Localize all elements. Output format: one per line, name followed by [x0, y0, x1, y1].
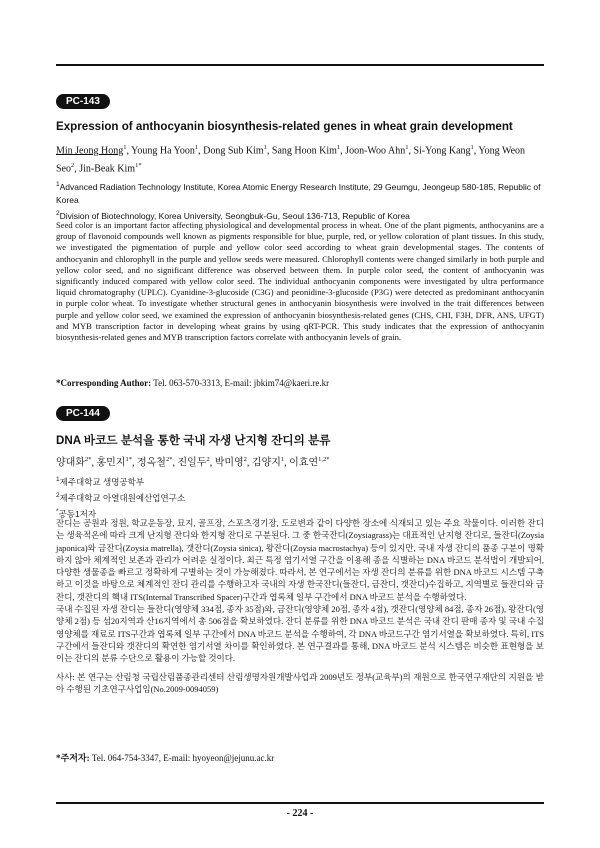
author-name: Young Ha Yoon: [131, 145, 195, 157]
affiliation-text: Advanced Radiation Technology Institute, Korea Atomic Energy Research Institute, 29 Geumgu, Jeongeup 580-185, Republic of Korea: [56, 181, 541, 205]
corresponding-author: [56, 377, 544, 389]
corresponding-author-contact: Tel. 064-754-3347, E-mail: hyoyeon@jejunu.ac.kr: [91, 753, 275, 763]
author-affiliation-mark: 1: [123, 144, 127, 151]
author-affiliation-mark: 2: [206, 456, 210, 463]
abstract-paragraph: 국내 수집된 자생 잔디는 들잔디(영양체 334점, 종자 35점)와, 금잔디(영양체 20점, 종자 4점), 갯잔디(영양체 84점, 종자 26점), 왕잔디(영양체 2점) 등 섬20지역과 산16지역에서 총 506점을 확보하였다. 잔디 분류를 위한 DNA 바코드 분석은 국내 잔디 판매 종자 및 국내 수집 영양체를 재료로 ITS구간과 엽록체 일부 구간에서 DNA 바코드 분석을 수행하여, 각 DNA 바코드구간 염기서열을 확보하였다. 특히, ITS 구간에서 들잔디와 갯잔디의 확연한 염기서열 차이를 확인하였다. 본 연구결과를 통해, DNA 바코드 분석 시스템은 비슷한 표현형을 보이는 잔디의 분류 수단으로 활용이 가능할 것이다.: [56, 604, 544, 664]
affiliation-text: 제주대학교 아열대원예산업연구소: [59, 492, 186, 503]
affiliation-text: 제주대학교 생명공학부: [59, 476, 145, 487]
bottom-rule: [56, 802, 544, 804]
author-list: 양대화$^{2*}$, 홍민지$^{1*}$, 정옥철$^{2*}$, 진일두$^2$, 박미영$^2$, 김양지$^1$, 이효연$^{1,2*}$: [56, 456, 330, 469]
author-name: Dong Sub Kim: [203, 145, 264, 157]
author-affiliation-mark: 2*: [84, 456, 92, 463]
abstract-body: [56, 220, 544, 343]
corresponding-author: [56, 752, 544, 764]
affiliation-text: Division of Biotechnology, Korea University, Seongbuk-Gu, Seoul 136-713, Republic of Korea: [59, 210, 410, 221]
author-name: Sang Hoon Kim: [271, 145, 337, 157]
affiliation-text: 공동1저자: [58, 508, 97, 519]
author-affiliation-mark: 1*: [135, 162, 142, 170]
author-name: Min Jeong Hong: [56, 145, 124, 157]
affiliation-list: [56, 178, 544, 223]
author-affiliation-mark: 1: [263, 144, 267, 151]
affiliation-mark: *: [56, 507, 59, 515]
author-name: Jin-Beak Kim: [79, 163, 136, 175]
author-affiliation-mark: 2: [71, 162, 75, 170]
author-name: 양대화: [56, 457, 85, 469]
author-name: 김양지: [251, 457, 281, 469]
abstract-id-badge: PC-143: [56, 94, 110, 109]
abstract-body: [56, 517, 544, 695]
affiliation-item: [56, 489, 544, 505]
author-affiliation-mark: 2: [243, 456, 247, 463]
corresponding-author-contact: Tel. 063-570-3313, E-mail: jbkim74@kaeri.re.kr: [153, 378, 330, 388]
author-affiliation-mark: 1: [280, 456, 285, 463]
author-list: Min Jeong Hong$^1$, Young Ha Yoon$^1$, Dong Sub Kim$^1$, Sang Hoon Kim$^1$, Joon-Woo Ahn$^1$, Si-Yong Kang$^1$, Yong Weon Seo$^2$, Jin-Beak Kim$^{1*}$: [56, 144, 526, 175]
abstract-title: Expression of anthocyanin biosynthesis-related genes in wheat grain development: [56, 120, 513, 133]
author-name: 이효연: [289, 457, 319, 469]
acknowledgement: 사사: 본 연구는 산림청 국립산림품종관리센터 산림생명자원개발사업과 2009년도 정부(교육부)의 재원으로 한국연구재단의 지원을 받아 수행된 기초연구사업임(No.2009-0094059): [56, 671, 544, 694]
affiliation-item: [56, 178, 544, 207]
abstract-title: DNA 바코드 분석을 통한 국내 자생 난지형 잔디의 분류: [56, 434, 331, 447]
page-number: - 224 -: [286, 808, 314, 819]
author-affiliation-mark: 1,2*: [318, 456, 330, 463]
author-affiliation-mark: 1: [194, 144, 199, 151]
author-name: Joon-Woo Ahn: [345, 145, 406, 157]
author-name: 박미영: [214, 457, 244, 469]
affiliation-mark: 1: [56, 181, 60, 188]
author-name: 진일두: [177, 457, 207, 469]
author-affiliation-mark: 1: [405, 144, 409, 151]
affiliation-mark: 1: [56, 476, 60, 483]
author-name: 홍민지: [96, 457, 126, 469]
author-affiliation-mark: 1*: [125, 456, 132, 463]
author-affiliation-mark: 1: [336, 144, 341, 151]
author-affiliation-mark: 2*: [165, 456, 173, 463]
author-name: 정옥철: [136, 457, 166, 469]
author-name: Yong Weon Seo: [56, 145, 526, 175]
corresponding-author-label: *Corresponding Author:: [56, 378, 152, 388]
affiliation-item: [56, 473, 544, 489]
abstract-paragraph: 잔디는 공원과 정원, 학교운동장, 묘지, 골프장, 스포츠경기장, 도로변과 같이 다양한 장소에 식재되고 있는 주요 작물이다. 이러한 잔디는 생육적온에 따라 크게 난지형 잔디와 한지형 잔디로 구분된다. 그 중 한국잔디(Zoysiagrass)는 대표적인 난지형 잔디로, 들잔디(Zoysia japonica)와 금잔디(Zoysia matrella), 갯잔디(Zoysia sinica), 왕잔디(Zoysia macrostachya) 등이 있지만, 국내 자생 잔디의 품종 구분이 명확하지 않아 체계적인 보존과 관리가 어려운 실정이다. 최근 특정 염기서열 구간을 이용해 종을 식별하는 DNA 바코드 분석법이 개발되어, 다양한 생물종을 빠르고 정확하게 구별하는 것이 가능해졌다. 따라서, 본 연구에서는 자생 잔디의 분류를 위한 DNA 바코드 시스템 구축하고 이것을 바탕으로 체계적인 잔디 관리를 수행하고자 국내의 자생 한국잔디(들잔디, 금잔디, 갯잔디)수집하고, 지역별로 들잔디와 금잔디, 갯잔디의 핵내 ITS(Internal Transcribed Spacer)구간과 엽록체 일부 구간에서 DNA 바코드 분석을 수행하였다.: [56, 518, 544, 602]
affiliation-mark: 2: [56, 209, 60, 217]
abstract-id-badge: PC-144: [56, 406, 110, 421]
author-affiliation-mark: 1: [470, 144, 474, 151]
top-rule: [56, 64, 544, 66]
corresponding-author-label: *주저자:: [56, 753, 90, 763]
abstract-paragraph: Seed color is an important factor affecting physiological and developmental process in wheat. One of the plant pigments, anthocyanins are a group of flavonoid compounds well known as pigments responsible for blue, purple, red, or yellow coloration of plant tissues. In this study, we investigated the pigmentation of purple and yellow color seed according to wheat grain developmental stages. The contents of anthocyanin and chlorophyll in the purple and yellow seeds were measured. Chlorophyll contents were changed similarly in both purple and yellow color seed, and no significant difference was observed between them. In purple color seed, the content of anthocyanin was significantly induced compared with yellow color seed. The individual anthocyanin components were investigated by ultra performance liquid chromatography (UPLC). Cyanidine-3-glucoside (C3G) and peonidine-3-glucoside (P3G) were detected as predominant anthocyanin in purple color wheat. To investigate whether structural genes in anthocyanin biosynthesis were involved in the trait differences between purple and yellow color seed, we examined the expression of anthocyanin biosynthesis-related genes (CHS, CHI, F3H, DFR, ANS, UFGT) and MYB transcription factor in developing wheat grains by using qRT-PCR. This study indicates that the expression of anthocyanin biosynthesis-related genes and MYB transcription factors correlate with anthocyanin levels of grain.: [56, 220, 544, 343]
affiliation-mark: 2: [56, 491, 60, 499]
affiliation-list: [56, 473, 544, 520]
author-name: Si-Yong Kang: [413, 145, 471, 157]
